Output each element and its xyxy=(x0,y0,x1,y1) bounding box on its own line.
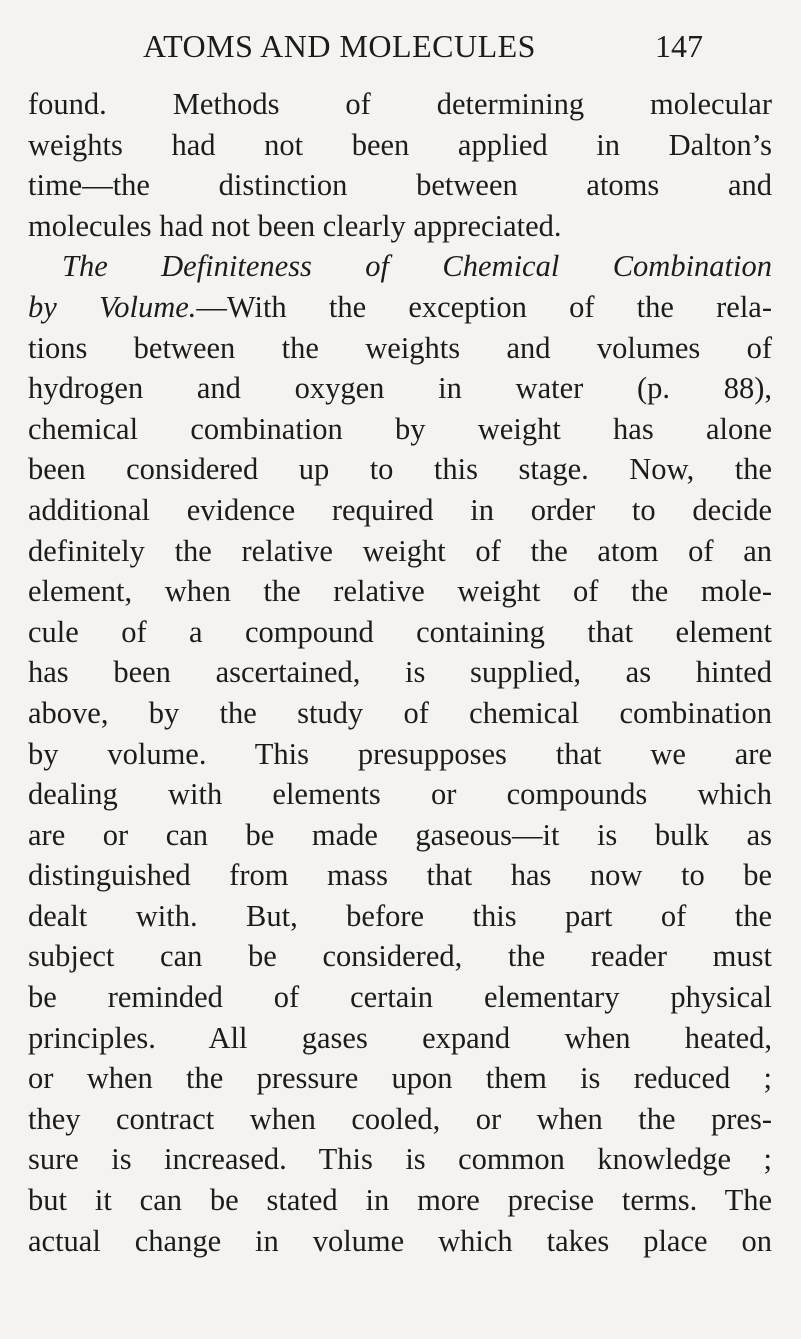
text-line: element, when the relative weight of the mole- xyxy=(28,574,772,609)
text-line xyxy=(28,287,772,328)
text-line: subject can be considered, the reader must xyxy=(28,939,772,974)
text-line: but it can be stated in more precise terms. The xyxy=(28,1183,772,1218)
text-line: or when the pressure upon them is reduced ; xyxy=(28,1061,772,1096)
section-heading-end: by Volume. xyxy=(28,289,197,324)
text-line: distinguished from mass that has now to be xyxy=(28,858,772,893)
body-text xyxy=(28,84,772,1261)
text-line: principles. All gases expand when heated, xyxy=(28,1020,772,1055)
text-line: has been ascertained, is supplied, as hinted xyxy=(28,655,772,690)
running-head xyxy=(143,28,703,68)
text-run: —With the exception of the rela- xyxy=(196,289,772,324)
text-line: molecules had not been clearly appreciated. xyxy=(28,208,562,243)
text-line: are or can be made gaseous—it is bulk as xyxy=(28,817,772,852)
text-line: actual change in volume which takes place on xyxy=(28,1223,772,1258)
text-line: been considered up to this stage. Now, the xyxy=(28,452,772,487)
text-line: definitely the relative weight of the atom of an xyxy=(28,533,772,568)
text-line: found. Methods of determining molecular xyxy=(28,87,772,121)
text-line: cule of a compound containing that element xyxy=(28,614,772,649)
text-line: they contract when cooled, or when the pres- xyxy=(28,1101,772,1136)
text-line: hydrogen and oxygen in water (p. 88), xyxy=(28,371,772,406)
text-line: time—the distinction between atoms and xyxy=(28,168,772,203)
text-line: additional evidence required in order to decide xyxy=(28,492,772,527)
running-title: ATOMS AND MOLECULES xyxy=(143,28,536,64)
text-line: chemical combination by weight has alone xyxy=(28,411,772,446)
text-line: tions between the weights and volumes of xyxy=(28,330,772,365)
text-line: above, by the study of chemical combination xyxy=(28,695,772,730)
page-number: 147 xyxy=(655,28,703,64)
text-line: sure is increased. This is common knowledge ; xyxy=(28,1142,772,1177)
text-line: weights had not been applied in Dalton’s xyxy=(28,127,772,162)
text-line: dealing with elements or compounds which xyxy=(28,777,772,812)
section-heading-line: The Definiteness of Chemical Combination xyxy=(62,249,772,284)
text-line: be reminded of certain elementary physical xyxy=(28,980,772,1015)
text-line: dealt with. But, before this part of the xyxy=(28,898,772,933)
text-line: by volume. This presupposes that we are xyxy=(28,736,772,771)
